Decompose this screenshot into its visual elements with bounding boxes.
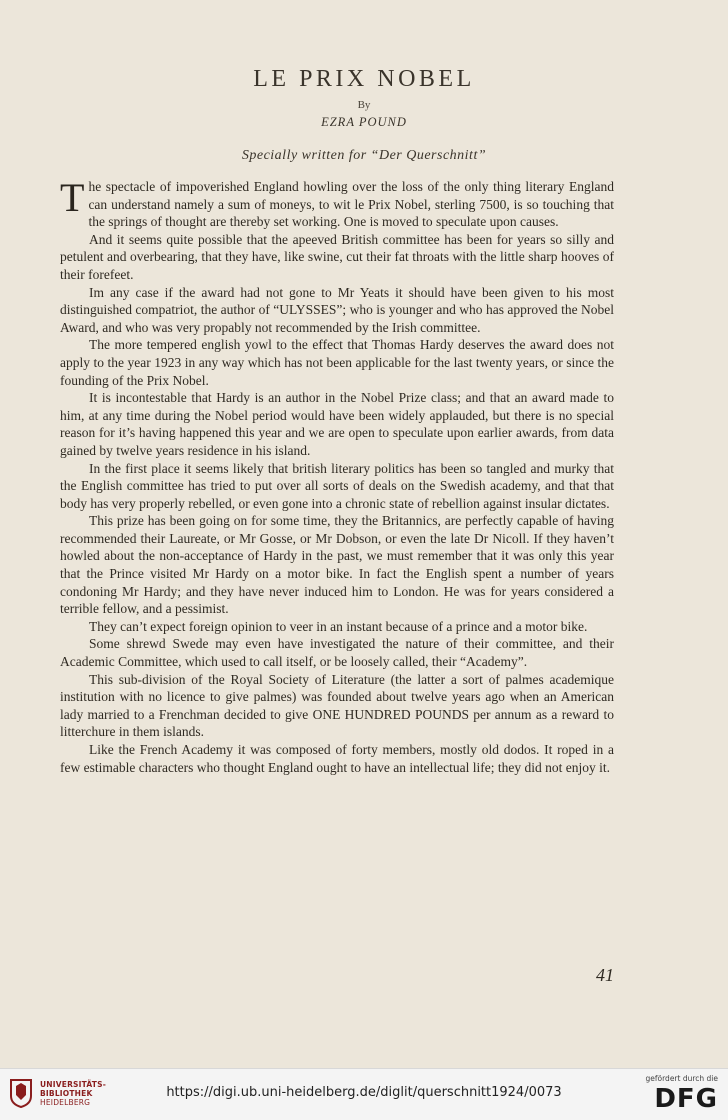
- viewer-footer: [0, 1068, 728, 1120]
- paragraph: In the first place it seems likely that british literary politics has been so tangled and murky that the English committee has tried to put over all sorts of deals on the Swedish academy, and that that body has very properly rebelled, or even gone into a chronic state of rebellion against insular dictates.: [60, 460, 614, 511]
- paragraph: It is incontestable that Hardy is an author in the Nobel Prize class; and that an award made to him, at any time during the Nobel period would have been widely applauded, but there is no special reason for it’s having happened this year and we are open to speculate upon earlier awards, from data gained by twelve years residence in his island.: [60, 390, 614, 458]
- paragraph: Im any case if the award had not gone to Mr Yeats it should have been given to his most distinguished compatriot, the author of “ULYSSES”; who is younger and who has approved the Nobel Award, and who was very propably not recommended by the Irish committee.: [60, 284, 614, 335]
- funding-note: gefördert durch die: [645, 1074, 718, 1083]
- article-subtitle: Specially written for “Der Querschnitt”: [241, 148, 487, 163]
- paragraph: Some shrewd Swede may even have investigated the nature of their committee, and their Academic Committee, which used to call itself, or be loosely called, their “Academy”.: [60, 636, 614, 670]
- paragraph: They can’t expect foreign opinion to veer in an instant because of a prince and a motor bike.: [89, 618, 588, 634]
- paragraph: And it seems quite possible that the apeeved British committee has been for years so silly and petulent and overbearing, that they have, like swine, cut their fat throats with the little sharp hooves of their forefeet.: [60, 231, 614, 282]
- dfg-logo: DFG: [654, 1084, 718, 1114]
- article-body: [60, 175, 614, 776]
- paragraph: This sub-division of the Royal Society of Literature (the latter a sort of palmes academique institution with no licence to give palmes) was founded about twelve years ago when an American lady married to a Frenchman decided to give ONE HUNDRED POUNDS per annum as a reward to litterchure in them islands.: [60, 671, 614, 740]
- article-title: LE PRIX NOBEL: [253, 66, 475, 92]
- byline-label: By: [357, 99, 371, 111]
- paragraph: Like the French Academy it was composed of forty members, mostly old dodos. It roped in a few estimable characters who thought England ought to have an intellectual life; they did not enjoy it.: [60, 742, 614, 775]
- permalink-url[interactable]: https://digi.ub.uni-heidelberg.de/diglit/querschnitt1924/0073: [166, 1085, 562, 1100]
- paragraph: [60, 175, 614, 231]
- university-name: UNIVERSITÄTS- BIBLIOTHEK HEIDELBERG: [40, 1080, 107, 1107]
- drop-cap: T: [60, 175, 85, 220]
- paragraph-text: he spectacle of impoverished England howling over the loss of the only thing literary England can understand namely a sum of moneys, to wit le Prix Nobel, sterling 7500, is so touching that the springs of thought are thereby set working. One is moved to speculate upon causes.: [88, 179, 614, 230]
- author-name: EZRA POUND: [321, 115, 407, 129]
- page-number: 41: [596, 965, 614, 985]
- paragraph: The more tempered english yowl to the effect that Thomas Hardy deserves the award does not apply to the year 1923 in any way which has not been applicable for the last twenty years, or since the founding of the Prix Nobel.: [60, 337, 614, 388]
- paragraph: This prize has been going on for some time, they the Britannics, are perfectly capable of having recommended their Laureate, or Mr Gosse, or Mr Dobson, or even the late Dr Nicoll. If they haven’t howled about the non-acceptance of Hardy in the past, we must remember that it was only this year that the Prince visited Mr Hardy on a motor bike. In fact the English spent a number of years condoning Mr Hardy; and they have never induced him to London. He was for years considered a terrible fellow, and a pessimist.: [60, 513, 614, 617]
